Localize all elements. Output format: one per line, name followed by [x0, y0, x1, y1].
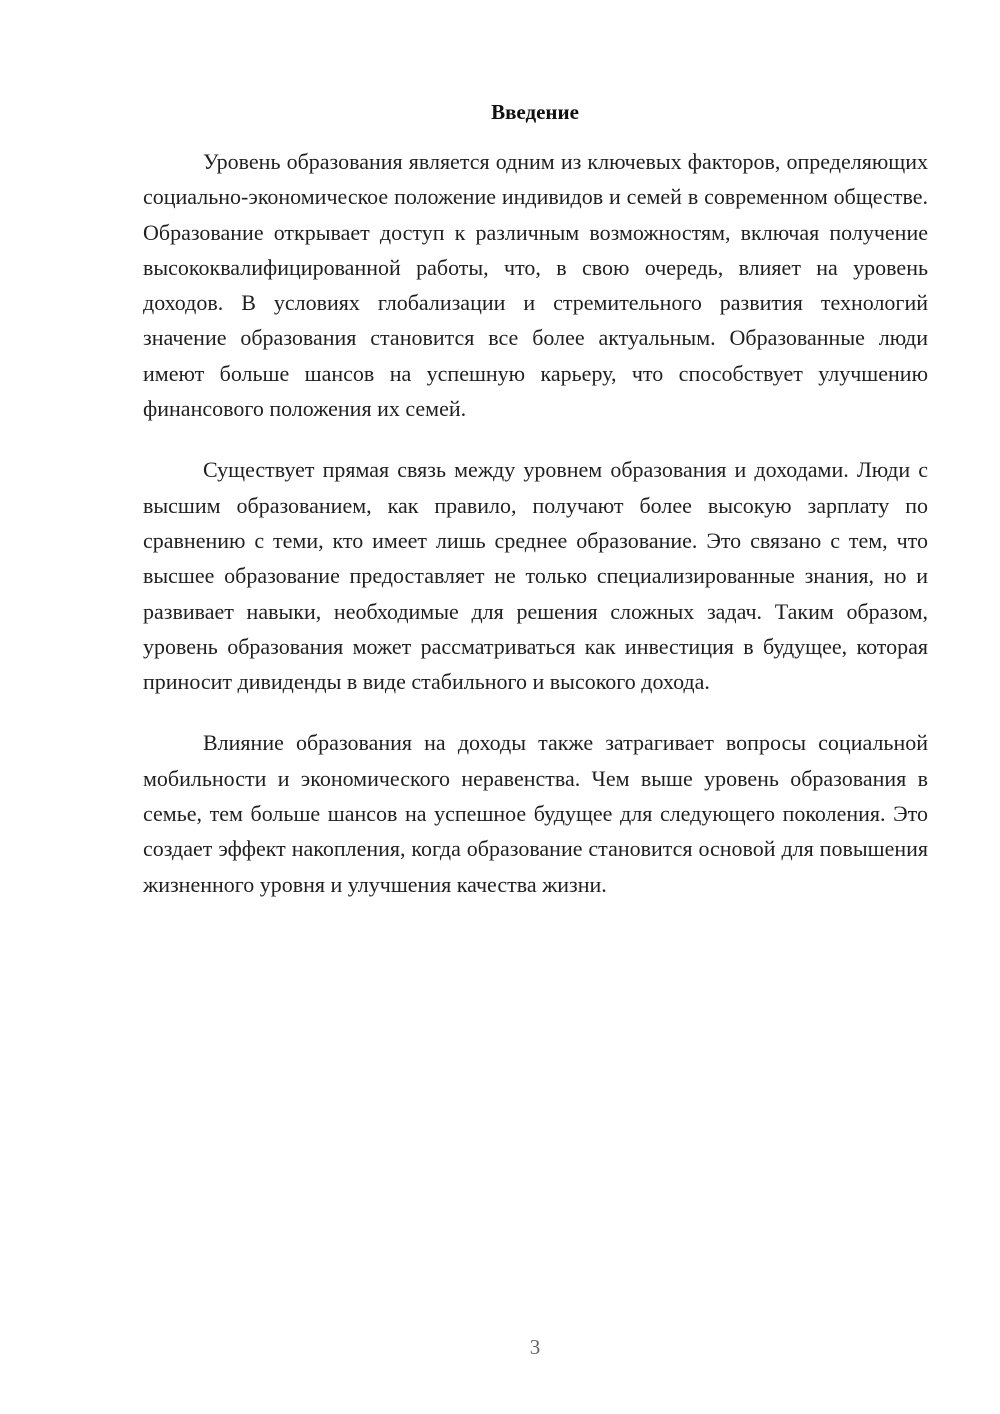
- paragraph-1: Уровень образования является одним из ключевых факторов, определяющих социально-экономическое положение индивидов и семей в современном обществе. Образование открывает доступ к различным возможностям, включая получение высококвалифицированной работы, что, в свою очередь, влияет на уровень доходов. В условиях глобализации и стремительного развития технологий значение образования становится все более актуальным. Образованные люди имеют больше шансов на успешную карьеру, что способствует улучшению финансового положения их семей.: [143, 149, 928, 422]
- page-number: 3: [529, 1335, 541, 1359]
- section-title: Введение: [491, 100, 579, 124]
- paragraph-3: Влияние образования на доходы также затрагивает вопросы социальной мобильности и экономического неравенства. Чем выше уровень образования в семье, тем больше шансов на успешное будущее для следующего поколения. Это создает эффект накопления, когда образование становится основой для повышения жизненного уровня и улучшения качества жизни.: [143, 730, 928, 897]
- body-text: [143, 144, 928, 928]
- paragraph-2: Существует прямая связь между уровнем образования и доходами. Люди с высшим образованием, как правило, получают более высокую зарплату по сравнению с теми, кто имеет лишь среднее образование. Это связано с тем, что высшее образование предоставляет не только специализированные знания, но и развивает навыки, необходимые для решения сложных задач. Таким образом, уровень образования может рассматриваться как инвестиция в будущее, которая приносит дивиденды в виде стабильного и высокого дохода.: [143, 457, 928, 695]
